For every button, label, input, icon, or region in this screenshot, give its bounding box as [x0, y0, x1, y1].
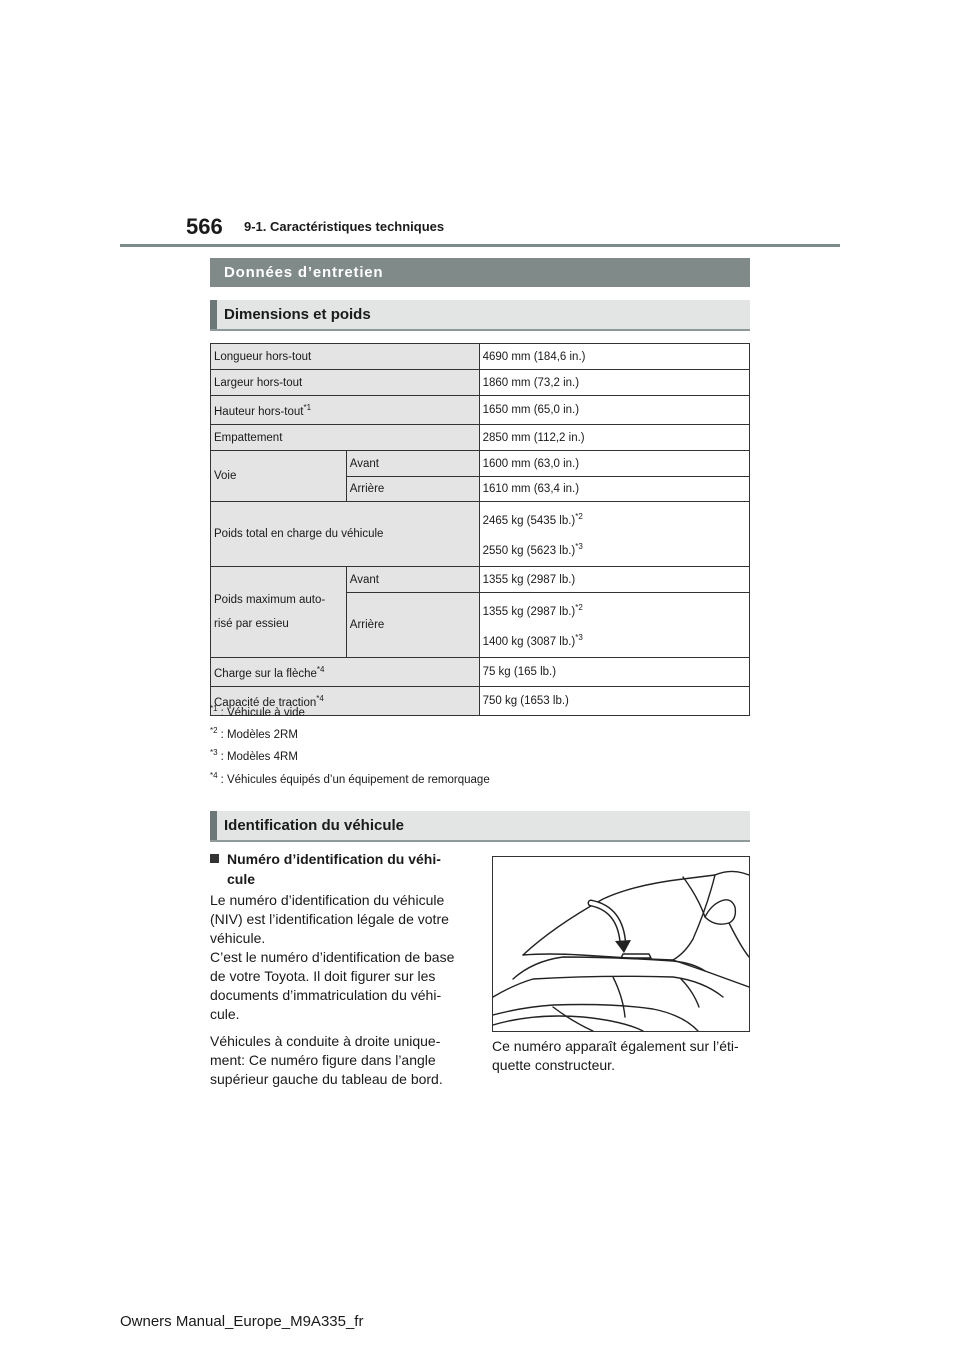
- table-row: [211, 658, 750, 687]
- spec-label: [211, 396, 480, 425]
- spec-label: Largeur hors-tout: [211, 370, 480, 396]
- spec-value: 1355 kg (2987 lb.): [479, 567, 749, 593]
- vin-heading-line: cule: [227, 871, 256, 887]
- footnote-mark: *2: [210, 726, 218, 735]
- heading-accent-bar: [210, 300, 217, 329]
- footnote-text: : Véhicules équipés d’un équipement de remorquage: [220, 774, 490, 786]
- spec-label: [211, 658, 480, 687]
- vin-heading: [210, 849, 470, 889]
- footnote: [210, 771, 490, 786]
- spec-label: Voie: [211, 451, 347, 502]
- spec-value: 4690 mm (184,6 in.): [479, 344, 749, 370]
- spec-value: 1610 mm (63,4 in.): [479, 477, 749, 502]
- spec-label-text: Charge sur la flèche: [214, 667, 317, 680]
- text-line: C’est le numéro d’identification de base: [210, 949, 455, 965]
- text-line: Ce numéro apparaît également sur l’éti-: [492, 1038, 739, 1054]
- vin-heading-line: Numéro d’identification du véhi-: [227, 851, 441, 867]
- spec-sublabel: Avant: [346, 567, 479, 593]
- spec-label-text: Capacité de traction: [214, 696, 317, 709]
- spec-sublabel: Arrière: [346, 477, 479, 502]
- spec-value-text: 1355 kg (2987 lb.): [482, 606, 576, 618]
- spec-label: Empattement: [211, 425, 480, 451]
- footnote-mark: *4: [316, 664, 325, 674]
- table-row: [211, 370, 750, 396]
- car-windshield-drawing: [493, 857, 749, 1031]
- page-number: 566: [186, 214, 223, 239]
- footnote-text: : Véhicule à vide: [220, 707, 305, 719]
- text-line: (NIV) est l’identification légale de votre: [210, 911, 449, 927]
- text-line: supérieur gauche du tableau de bord.: [210, 1071, 443, 1087]
- spec-value: 2850 mm (112,2 in.): [479, 425, 749, 451]
- text-line: Le numéro d’identification du véhicule: [210, 892, 445, 908]
- footnote-mark: *2: [575, 512, 583, 521]
- footnote-mark: *2: [575, 603, 583, 612]
- spec-value: 1600 mm (63,0 in.): [479, 451, 749, 477]
- text-line: de votre Toyota. Il doit figurer sur les: [210, 968, 436, 984]
- footnote-text: : Modèles 2RM: [220, 729, 298, 741]
- table-row: [211, 396, 750, 425]
- spec-value-text: 1400 kg (3087 lb.): [482, 636, 576, 648]
- figure-caption: [492, 1037, 754, 1075]
- table-row: [211, 451, 750, 477]
- footnote-mark: *3: [575, 633, 583, 642]
- table-row: [211, 425, 750, 451]
- footnote: [210, 726, 298, 741]
- section-banner: Données d’entretien: [210, 258, 750, 287]
- spec-value: 75 kg (165 lb.): [479, 658, 749, 687]
- footnote: [210, 704, 305, 719]
- footnote-mark: *3: [210, 748, 218, 757]
- text-line: documents d’immatriculation du véhi-: [210, 987, 442, 1003]
- spec-value: 1860 mm (73,2 in.): [479, 370, 749, 396]
- text-line: cule.: [210, 1006, 240, 1022]
- footnote-mark: *1: [210, 704, 218, 713]
- spec-value: [479, 593, 749, 658]
- header-rule: [120, 244, 840, 247]
- spec-sublabel: Arrière: [346, 593, 479, 658]
- identification-heading-text: Identification du véhicule: [224, 817, 405, 834]
- spec-value: 750 kg (1653 lb.): [479, 687, 749, 716]
- text-line: ment: Ce numéro figure dans l’angle: [210, 1052, 436, 1068]
- table-row: [211, 502, 750, 567]
- text-line: véhicule.: [210, 930, 266, 946]
- square-bullet-icon: [210, 854, 219, 863]
- vin-description: [210, 891, 472, 1097]
- spec-label-line: Poids maximum auto-: [214, 594, 326, 606]
- table-row: [211, 344, 750, 370]
- spec-sublabel: Avant: [346, 451, 479, 477]
- footnote-mark: *1: [303, 402, 312, 412]
- table-row: [211, 567, 750, 593]
- dimensions-heading-text: Dimensions et poids: [224, 306, 371, 323]
- spec-label: Poids total en charge du véhicule: [211, 502, 480, 567]
- footnote-mark: *4: [210, 771, 218, 780]
- identification-heading: [210, 811, 750, 842]
- spec-label: Longueur hors-tout: [211, 344, 480, 370]
- spec-label-line: risé par essieu: [214, 618, 289, 630]
- spec-label-text: Hauteur hors-tout: [214, 405, 304, 418]
- footnote-mark: *3: [575, 542, 583, 551]
- footnote-mark: *4: [316, 693, 324, 703]
- text-line: Véhicules à conduite à droite unique-: [210, 1033, 441, 1049]
- document-footer: Owners Manual_Europe_M9A335_fr: [120, 1313, 364, 1330]
- spec-value: 1650 mm (65,0 in.): [479, 396, 749, 425]
- specs-table: [210, 343, 750, 716]
- dimensions-heading: [210, 300, 750, 331]
- vin-location-illustration: [492, 856, 750, 1032]
- spec-value: [479, 502, 749, 567]
- spec-value-text: 2550 kg (5623 lb.): [482, 545, 576, 557]
- text-line: quette constructeur.: [492, 1057, 615, 1073]
- heading-accent-bar: [210, 811, 217, 840]
- spec-value-text: 2465 kg (5435 lb.): [482, 515, 576, 527]
- spec-label: [211, 567, 347, 658]
- chapter-title: 9-1. Caractéristiques techniques: [244, 219, 445, 234]
- footnote-text: : Modèles 4RM: [220, 751, 298, 763]
- footnote: [210, 748, 298, 763]
